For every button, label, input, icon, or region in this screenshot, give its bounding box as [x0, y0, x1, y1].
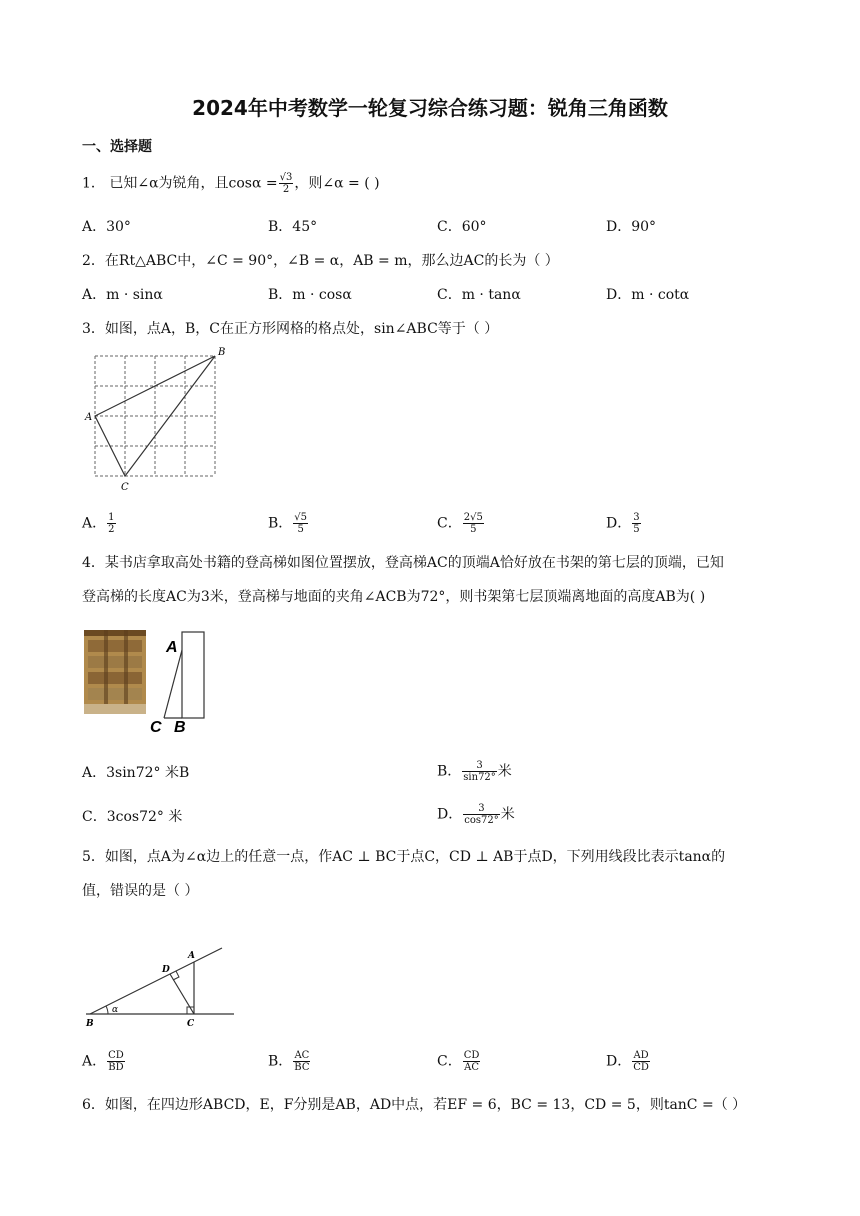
frac-den: AC	[464, 1062, 479, 1073]
question-5-line-1: 5．如图，点A为∠α边上的任意一点，作AC ⊥ BC于点C，CD ⊥ AB于点D，下列用线段比表示tanα的	[82, 849, 726, 865]
frac-den: CD	[633, 1062, 649, 1073]
q3-opt-c-frac	[463, 512, 484, 535]
question-6: 6．如图，在四边形ABCD，E，F分别是AB，AD中点，若EF = 6，BC = 13，CD = 5，则tanC =（ ）	[82, 1097, 747, 1113]
q5-label-a: A	[188, 951, 195, 961]
q4-option-c[interactable]: C．3cos72° 米	[82, 809, 183, 825]
q4-label-c: C	[150, 719, 162, 736]
question-5-line-2: 值，错误的是（ ）	[82, 883, 199, 899]
frac-num: 3	[478, 803, 485, 814]
frac-den: 5	[293, 523, 308, 535]
q3-option-a[interactable]	[82, 512, 117, 535]
q3-option-d[interactable]	[606, 512, 642, 535]
frac-num: √5	[294, 512, 308, 523]
q4-opt-d-frac	[463, 803, 499, 826]
q3-grid-lines	[95, 356, 215, 476]
q3-opt-c-prefix: C．	[437, 515, 462, 532]
q4-shelf-rect	[182, 632, 204, 718]
q5-opt-c-frac	[463, 1050, 481, 1073]
q3-option-b[interactable]	[268, 512, 309, 535]
frac-den: sin72°	[463, 772, 496, 783]
q3-grid-figure	[82, 344, 232, 494]
q3-label-a: A	[85, 412, 93, 423]
q3-opt-a-frac	[107, 512, 115, 535]
q4-option-b[interactable]	[437, 760, 512, 783]
q4-opt-b-prefix: B．	[437, 763, 462, 780]
q4-option-a[interactable]: A．3sin72° 米B	[82, 765, 190, 781]
q4-opt-b-frac	[462, 760, 497, 783]
q2-option-c[interactable]: C．m · tanα	[437, 287, 521, 303]
q1-frac-den: 2	[279, 183, 294, 195]
q4-opt-d-prefix: D．	[437, 806, 463, 823]
frac-den: BD	[108, 1062, 124, 1073]
q5-label-c: C	[187, 1019, 195, 1029]
q3-opt-a-prefix: A．	[82, 515, 107, 532]
q5-label-alpha: α	[112, 1005, 119, 1015]
q4-figure	[84, 628, 214, 736]
q3-label-b: B	[218, 347, 226, 358]
q3-label-c: C	[121, 482, 129, 493]
q2-option-d[interactable]: D．m · cotα	[606, 287, 690, 303]
page-title: 2024年中考数学一轮复习综合练习题：锐角三角函数	[192, 96, 668, 120]
q5-opt-d-frac	[632, 1050, 650, 1073]
q5-opt-b-prefix: B．	[268, 1053, 293, 1070]
q1-option-d[interactable]: D．90°	[606, 219, 657, 235]
q1-text-pre: 1． 已知∠α为锐角，且cosα =	[82, 175, 278, 192]
frac-den: 2	[108, 524, 115, 535]
frac-num: CD	[463, 1050, 480, 1061]
q5-option-d[interactable]	[606, 1050, 651, 1073]
q5-figure	[82, 938, 242, 1030]
q5-label-b: B	[86, 1019, 94, 1029]
q5-opt-d-prefix: D．	[606, 1053, 632, 1070]
q4-label-a: A	[166, 639, 178, 656]
q3-opt-b-frac	[293, 512, 308, 535]
question-1	[82, 172, 380, 195]
q5-option-c[interactable]	[437, 1050, 481, 1073]
frac-den: 5	[463, 523, 484, 535]
q5-option-a[interactable]	[82, 1050, 126, 1073]
q5-opt-a-prefix: A．	[82, 1053, 107, 1070]
q4-bookshelf-photo	[84, 630, 146, 714]
q2-option-b[interactable]: B．m · cosα	[268, 287, 352, 303]
q4-opt-d-suffix: 米	[500, 806, 515, 823]
q5-opt-c-prefix: C．	[437, 1053, 462, 1070]
q5-label-d: D	[162, 965, 170, 975]
q1-option-c[interactable]: C．60°	[437, 219, 487, 235]
q1-text-post: ，则∠α = ( )	[294, 175, 380, 192]
frac-num: AC	[294, 1050, 310, 1061]
q5-ray-ba	[90, 948, 222, 1014]
q3-opt-d-prefix: D．	[606, 515, 632, 532]
q4-option-d[interactable]	[437, 803, 515, 826]
frac-den: BC	[294, 1062, 310, 1073]
frac-den: 5	[633, 524, 640, 535]
question-4-line-1: 4．某书店拿取高处书籍的登高梯如图位置摆放，登高梯AC的顶端A恰好放在书架的第七层的顶端，已知	[82, 555, 724, 571]
frac-num: CD	[108, 1050, 124, 1061]
q5-opt-a-frac	[107, 1050, 125, 1073]
q3-opt-d-frac	[632, 512, 640, 535]
q1-fraction	[279, 172, 294, 195]
frac-num: 2√5	[463, 512, 483, 523]
q1-frac-num: √3	[279, 172, 293, 183]
q4-label-b: B	[174, 719, 186, 736]
q1-option-b[interactable]: B．45°	[268, 219, 318, 235]
frac-den: cos72°	[464, 815, 499, 826]
section-heading: 一、选择题	[82, 139, 152, 155]
q5-opt-b-frac	[293, 1050, 310, 1073]
q2-option-a[interactable]: A．m · sinα	[82, 287, 163, 303]
question-2: 2．在Rt△ABC中，∠C = 90°，∠B = α，AB = m，那么边AC的长为（ ）	[82, 253, 559, 269]
q4-ladder-ac	[164, 650, 182, 718]
frac-num: 3	[633, 512, 640, 523]
q3-option-c[interactable]	[437, 512, 485, 535]
q4-opt-b-suffix: 米	[497, 763, 512, 780]
question-4-line-2: 登高梯的长度AC为3米，登高梯与地面的夹角∠ACB为72°，则书架第七层顶端离地面的高度AB为( )	[82, 589, 706, 605]
frac-num: 3	[476, 760, 483, 771]
q1-option-a[interactable]: A．30°	[82, 219, 131, 235]
q3-opt-b-prefix: B．	[268, 515, 293, 532]
frac-num: AD	[633, 1050, 649, 1061]
q5-option-b[interactable]	[268, 1050, 311, 1073]
question-3: 3．如图，点A，B，C在正方形网格的格点处，sin∠ABC等于（ ）	[82, 321, 499, 337]
frac-num: 1	[108, 512, 115, 523]
q5-angle-arc	[106, 1006, 108, 1014]
